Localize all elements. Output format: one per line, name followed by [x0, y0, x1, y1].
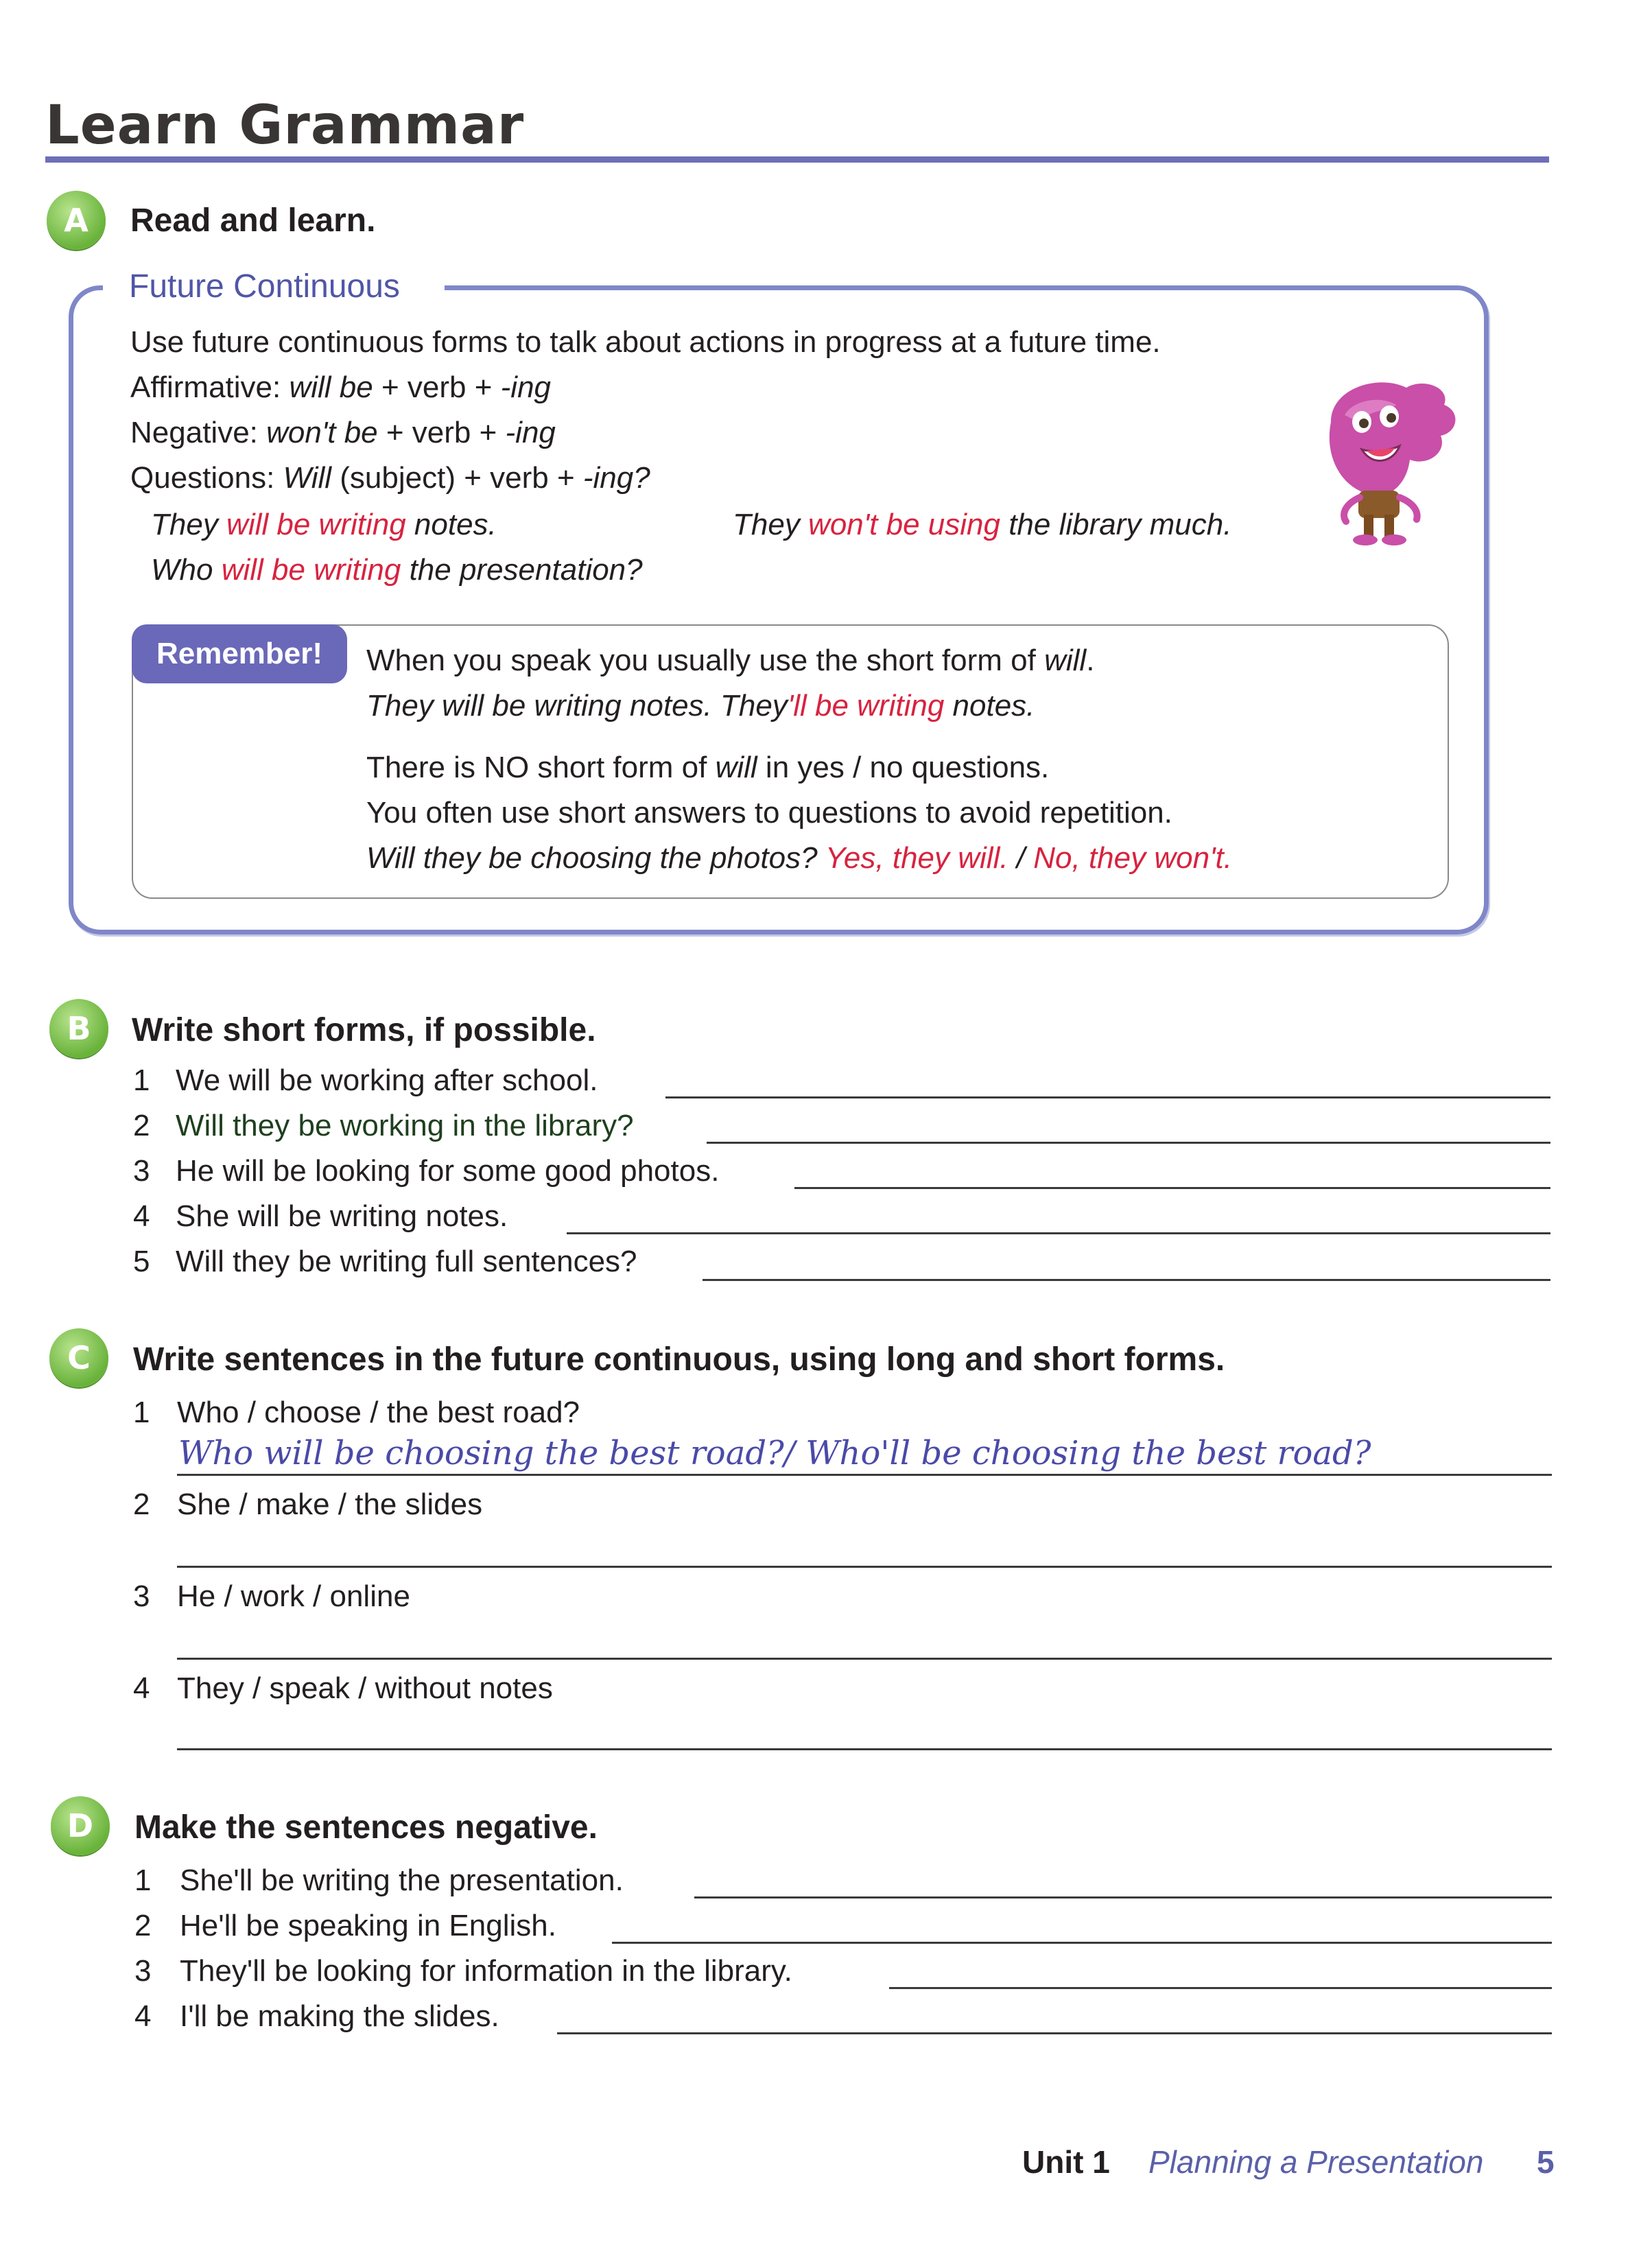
d-item-2-answer-line[interactable] [612, 1942, 1552, 1944]
footer-page-number: 5 [1537, 2144, 1555, 2180]
c-item-4-answer-line[interactable] [177, 1748, 1552, 1750]
section-d-badge: D [51, 1796, 110, 1855]
section-c-heading: Write sentences in the future continuous, using long and short forms. [133, 1341, 1225, 1378]
d-item-1-number: 1 [134, 1864, 152, 1897]
affirmative-label: Affirmative: [130, 371, 281, 404]
c-item-1-text: Who / choose / the best road? [177, 1396, 580, 1429]
affirmative-form: will be [289, 371, 373, 404]
c-item-3-text: He / work / online [177, 1579, 410, 1613]
c-item-2-number: 2 [133, 1488, 150, 1521]
negative-rest: + verb + [377, 416, 506, 449]
c-item-3-answer-line[interactable] [177, 1658, 1552, 1660]
b-item-4-text: She will be writing notes. [176, 1199, 508, 1233]
affirmative-rest: + verb + [373, 371, 501, 404]
example-sentence-1 [151, 508, 497, 542]
c-item-3-number: 3 [133, 1579, 150, 1613]
section-b-badge: B [49, 999, 108, 1058]
remember-line-5-yes: Yes, they will. [825, 841, 1008, 875]
b-item-3-number: 3 [133, 1154, 150, 1188]
example-3-highlight: will be writing [221, 553, 401, 587]
d-item-1-text: She'll be writing the presentation. [180, 1864, 624, 1897]
example-2-pre: They [733, 508, 809, 541]
d-item-1-answer-line[interactable] [694, 1896, 1552, 1899]
d-item-2-number: 2 [134, 1909, 152, 1942]
example-2-post: the library much. [1000, 508, 1232, 541]
d-item-4-text: I'll be making the slides. [180, 1999, 499, 2033]
d-item-4-number: 4 [134, 1999, 152, 2033]
c-item-4-number: 4 [133, 1671, 150, 1705]
grammar-box-title: Future Continuous [129, 268, 400, 305]
remember-line-2 [366, 689, 1035, 723]
grammar-box-top-border [445, 285, 1432, 290]
remember-line-5-no: No, they won't. [1033, 841, 1232, 875]
section-a-heading: Read and learn. [130, 202, 376, 239]
b-item-5-text: Will they be writing full sentences? [176, 1245, 637, 1278]
b-item-2-number: 2 [133, 1109, 150, 1142]
remember-line-3-will: will [715, 751, 757, 784]
example-3-post: the presentation? [401, 553, 643, 587]
section-a-badge: A [47, 191, 106, 250]
example-1-post: notes. [405, 508, 497, 541]
example-sentence-2 [733, 508, 1231, 542]
remember-line-2-post: notes. [944, 689, 1035, 722]
affirmative-ing: -ing [500, 371, 552, 404]
remember-tag: Remember! [132, 624, 347, 683]
b-item-4-number: 4 [133, 1199, 150, 1233]
questions-label: Questions: [130, 461, 275, 495]
remember-line-5-separator: / [1008, 841, 1034, 875]
affirmative-rule [130, 371, 551, 405]
c-item-1-answer-line[interactable] [177, 1474, 1552, 1476]
remember-line-1-pre: When you speak you usually use the short form of [366, 644, 1045, 677]
b-item-2-text: Will they be working in the library? [176, 1109, 634, 1142]
remember-line-1-post: . [1086, 644, 1095, 677]
footer-unit-title: Planning a Presentation [1148, 2144, 1484, 2180]
negative-label: Negative: [130, 416, 258, 449]
d-item-3-number: 3 [134, 1954, 152, 1988]
b-item-5-answer-line[interactable] [703, 1279, 1550, 1281]
example-2-highlight: won't be using [808, 508, 1000, 541]
footer-unit: Unit 1 [1022, 2144, 1110, 2180]
remember-line-5 [366, 841, 1232, 875]
questions-rule [130, 461, 650, 495]
b-item-5-number: 5 [133, 1245, 150, 1278]
questions-ing: -ing [582, 461, 634, 495]
c-item-2-text: She / make / the slides [177, 1488, 483, 1521]
page-title: Learn Grammar [45, 95, 525, 156]
section-d-heading: Make the sentences negative. [134, 1809, 598, 1846]
remember-line-1 [366, 644, 1094, 678]
c-item-4-text: They / speak / without notes [177, 1671, 553, 1705]
negative-ing: -ing [505, 416, 556, 449]
c-item-1-number: 1 [133, 1396, 150, 1429]
remember-line-1-will: will [1044, 644, 1087, 677]
b-item-1-answer-line[interactable] [665, 1096, 1550, 1098]
c-item-1-handwritten-answer: Who will be choosing the best road?/ Who'll be choosing the best road? [178, 1434, 1371, 1472]
section-b-heading: Write short forms, if possible. [132, 1012, 596, 1048]
b-item-3-answer-line[interactable] [794, 1187, 1550, 1189]
d-item-3-answer-line[interactable] [889, 1987, 1552, 1989]
example-1-highlight: will be writing [226, 508, 406, 541]
example-3-pre: Who [151, 553, 222, 587]
remember-line-2-highlight: 'll be writing [787, 689, 945, 722]
b-item-1-text: We will be working after school. [176, 1063, 598, 1097]
title-divider [45, 156, 1549, 163]
d-item-4-answer-line[interactable] [557, 2032, 1552, 2034]
remember-line-3-pre: There is NO short form of [366, 751, 716, 784]
mascot-character-icon [1303, 374, 1468, 552]
section-c-badge: C [49, 1328, 108, 1387]
remember-line-5-question: Will they be choosing the photos? [366, 841, 826, 875]
questions-form: Will [283, 461, 332, 495]
negative-rule [130, 416, 556, 450]
b-item-4-answer-line[interactable] [567, 1232, 1550, 1234]
questions-end: ? [633, 461, 650, 495]
b-item-2-answer-line[interactable] [707, 1142, 1550, 1144]
d-item-2-text: He'll be speaking in English. [180, 1909, 556, 1942]
d-item-3-text: They'll be looking for information in the library. [180, 1954, 792, 1988]
remember-line-3-post: in yes / no questions. [757, 751, 1050, 784]
remember-line-2-pre: They will be writing notes. They [366, 689, 788, 722]
remember-line-3 [366, 751, 1049, 785]
negative-form: won't be [266, 416, 378, 449]
example-1-pre: They [151, 508, 227, 541]
questions-rest: (subject) + verb + [331, 461, 583, 495]
example-sentence-3 [151, 553, 643, 587]
c-item-2-answer-line[interactable] [177, 1566, 1552, 1568]
b-item-3-text: He will be looking for some good photos. [176, 1154, 720, 1188]
remember-line-4: You often use short answers to questions to avoid repetition. [366, 796, 1172, 830]
b-item-1-number: 1 [133, 1063, 150, 1097]
grammar-intro: Use future continuous forms to talk about actions in progress at a future time. [130, 325, 1161, 359]
